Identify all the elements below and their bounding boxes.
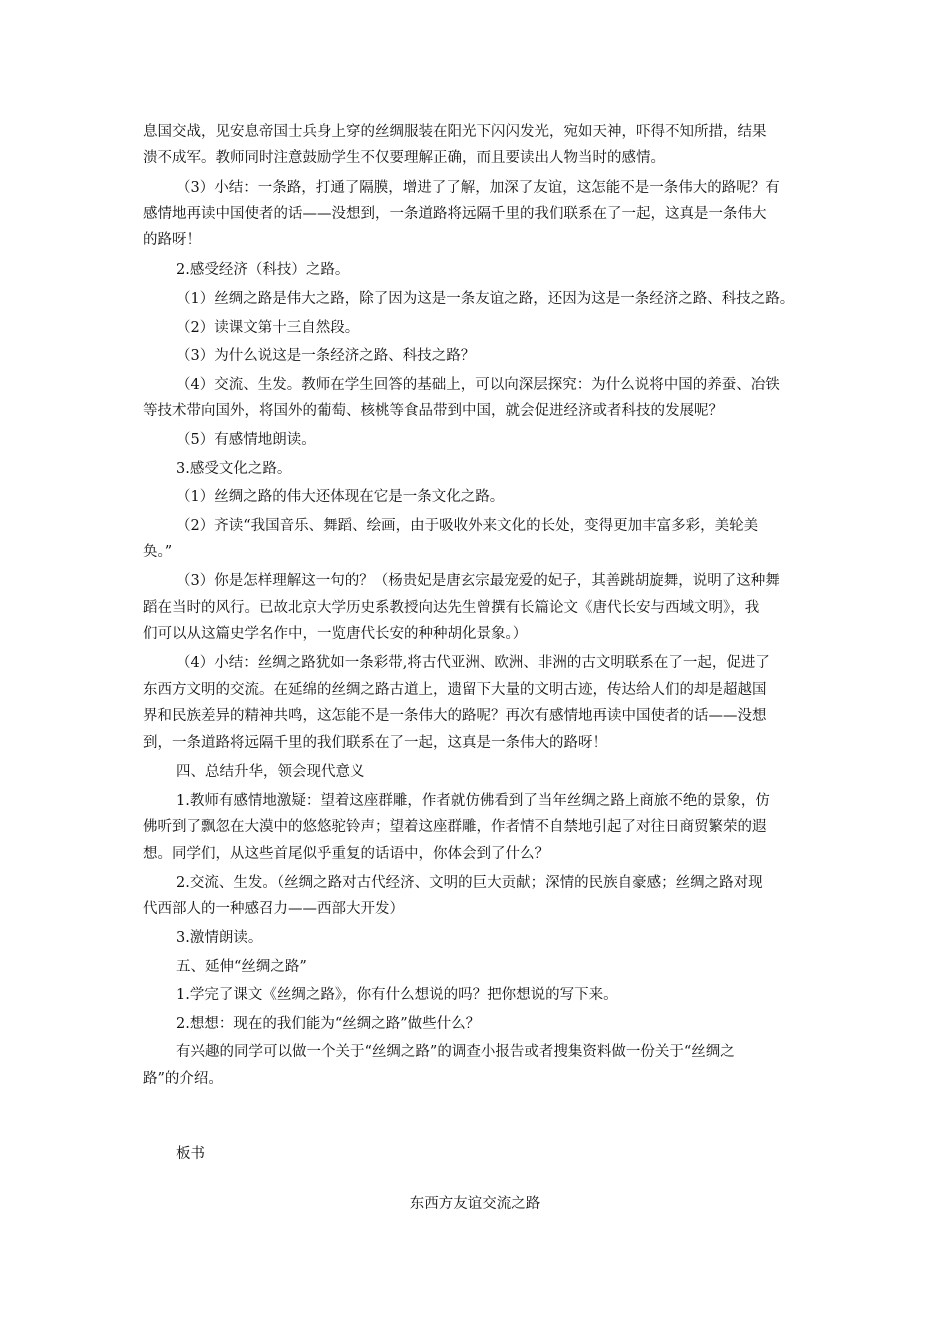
paragraph-line: 到，一条道路将远隔千里的我们联系在了一起，这真是一条伟大的路呀！	[143, 735, 607, 751]
paragraph-line: （1）丝绸之路是伟大之路，除了因为这是一条友谊之路，还因为这是一条经济之路、科技之路。	[176, 291, 795, 307]
paragraph-line: 们可以从这篇史学名作中，一览唐代长安的种种胡化景象。）	[143, 626, 528, 642]
paragraph-line: （2）读课文第十三自然段。	[176, 320, 360, 336]
paragraph-line: （1）丝绸之路的伟大还体现在它是一条文化之路。	[176, 489, 505, 505]
paragraph-line: （3）你是怎样理解这一句的？（杨贵妃是唐玄宗最宠爱的妃子，其善跳胡旋舞，说明了这种舞	[176, 573, 780, 589]
paragraph-line: 溃不成军。教师同时注意鼓励学生不仅要理解正确，而且要读出人物当时的感情。	[143, 150, 665, 166]
paragraph-line: （4）小结：丝绸之路犹如一条彩带,将古代亚洲、欧洲、非洲的古文明联系在了一起，促进了	[176, 655, 770, 671]
paragraph-line: 路”的介绍。	[143, 1071, 223, 1087]
paragraph-line: 东西方文明的交流。在延绵的丝绸之路古道上，遗留下大量的文明古迹，传达给人们的却是超越国	[143, 682, 767, 698]
paragraph-line: 2.交流、生发。（丝绸之路对古代经济、文明的巨大贡献；深情的民族自豪感；丝绸之路对现	[176, 875, 763, 891]
paragraph-line: （4）交流、生发。教师在学生回答的基础上，可以向深层探究：为什么说将中国的养蚕、冶铁	[176, 377, 780, 393]
paragraph-line: 1.学完了课文《丝绸之路》，你有什么想说的吗？把你想说的写下来。	[176, 987, 618, 1003]
paragraph-line: 的路呀！	[143, 232, 201, 248]
paragraph-line: 感情地再读中国使者的话——没想到，一条道路将远隔千里的我们联系在了一起，这真是一条伟大	[143, 206, 767, 222]
paragraph-line: 代西部人的一种感召力——西部大开发）	[143, 901, 404, 917]
paragraph-line: （5）有感情地朗读。	[176, 432, 316, 448]
paragraph-line: 界和民族差异的精神共鸣，这怎能不是一条伟大的路呢？再次有感情地再读中国使者的话——没想	[143, 708, 767, 724]
paragraph-line: 2.想想：现在的我们能为“丝绸之路”做些什么？	[176, 1016, 481, 1032]
paragraph-line: （2）齐读“我国音乐、舞蹈、绘画，由于吸收外来文化的长处，变得更加丰富多彩，美轮美	[176, 518, 759, 534]
paragraph-line: （3）为什么说这是一条经济之路、科技之路？	[176, 348, 476, 364]
paragraph-line: 息国交战，见安息帝国士兵身上穿的丝绸服装在阳光下闪闪发光，宛如天神，吓得不知所措，结果	[143, 124, 767, 140]
paragraph-line: 想。同学们，从这些首尾似乎重复的话语中，你体会到了什么？	[143, 846, 549, 862]
section-heading: 3.感受文化之路。	[176, 461, 292, 477]
blackboard-label: 板书	[176, 1146, 205, 1162]
paragraph-line: 有兴趣的同学可以做一个关于“丝绸之路”的调查小报告或者搜集资料做一份关于“丝绸之	[176, 1044, 735, 1060]
blackboard-title: 东西方友谊交流之路	[409, 1196, 541, 1212]
paragraph-line: （3）小结：一条路，打通了隔膜，增进了了解，加深了友谊，这怎能不是一条伟大的路呢？有	[176, 180, 780, 196]
paragraph-line: 蹈在当时的风行。已故北京大学历史系教授向达先生曾撰有长篇论文《唐代长安与西域文明》，我	[143, 600, 760, 616]
paragraph-line: 3.激情朗读。	[176, 930, 263, 946]
paragraph-line: 等技术带向国外，将国外的葡萄、核桃等食品带到中国，就会促进经济或者科技的发展呢？	[143, 403, 723, 419]
paragraph-line: 奂。”	[143, 544, 173, 560]
section-heading: 五、延伸“丝绸之路”	[176, 959, 307, 975]
section-heading: 2.感受经济（科技）之路。	[176, 262, 350, 278]
section-heading: 四、总结升华，领会现代意义	[176, 764, 365, 780]
paragraph-line: 1.教师有感情地激疑：望着这座群雕，作者就仿佛看到了当年丝绸之路上商旅不绝的景象，仿	[176, 793, 770, 809]
paragraph-line: 佛听到了飘忽在大漠中的悠悠驼铃声；望着这座群雕，作者情不自禁地引起了对往日商贸繁荣的遐	[143, 819, 767, 835]
